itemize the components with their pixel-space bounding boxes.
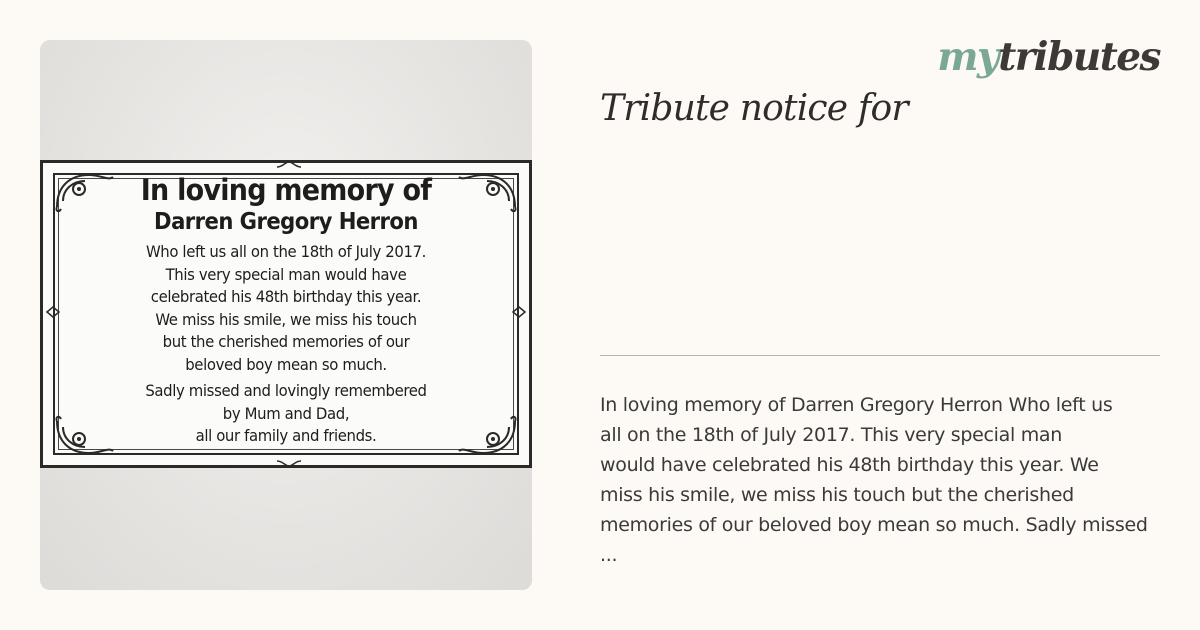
notice-body-line: We miss his smile, we miss his touch [155,309,417,329]
notice-body-line: celebrated his 48th birthday this year. [150,287,422,306]
notice-body-line: beloved boy mean so much. [185,354,387,374]
tribute-notice-image [40,40,532,590]
excerpt-line: all on the 18th of July 2017. This very special man [600,424,1062,446]
divider [600,355,1160,356]
deceased-name: Darren Gregory Herron [154,209,418,235]
notice-content [83,173,489,448]
notice-closing-line: Sadly missed and lovingly remembered [145,381,427,400]
center-ornament-icon [277,459,301,467]
excerpt-line: In loving memory of Darren Gregory Herron Who left us [600,394,1113,416]
side-ornament-icon [45,305,61,319]
notice-body-line: This very special man would have [165,264,407,284]
notice-closing [97,380,475,448]
page-title: Tribute notice for [600,88,908,129]
brand-logo-tributes: tributes [998,34,1160,80]
tribute-excerpt [600,390,1198,570]
notice-closing-line: all our family and friends. [195,426,377,445]
brand-logo[interactable] [937,34,1160,80]
center-ornament-icon [277,161,301,169]
excerpt-ellipsis: ... [600,544,618,566]
notice-body-line: Who left us all on the 18th of July 2017. [145,242,427,261]
notice-closing-line: by Mum and Dad, [222,403,350,423]
side-ornament-icon [511,305,527,319]
notice-body [97,241,475,376]
brand-logo-my: my [937,34,999,80]
notice-heading: In loving memory of [140,173,432,207]
notice-card [40,160,532,468]
excerpt-line: memories of our beloved boy mean so much. Sadly missed [600,514,1148,536]
excerpt-line: would have celebrated his 48th birthday this year. We [600,454,1099,476]
notice-body-line: but the cherished memories of our [162,332,410,351]
excerpt-line: miss his smile, we miss his touch but the cherished [600,484,1074,506]
